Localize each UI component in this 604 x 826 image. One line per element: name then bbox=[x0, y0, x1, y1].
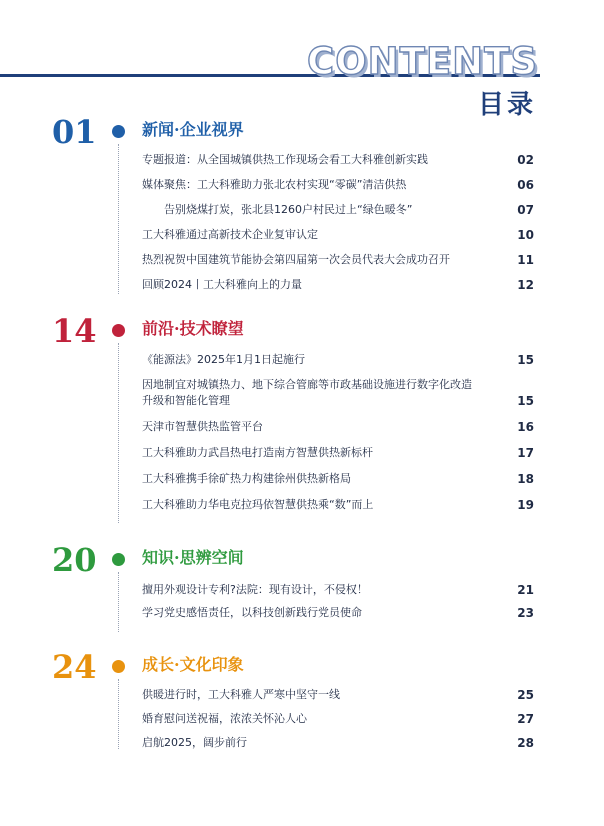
toc-item-page: 07 bbox=[517, 203, 534, 217]
toc-item-title: 工大科雅携手徐矿热力构建徐州供热新格局 bbox=[142, 472, 351, 485]
toc-item-page: 25 bbox=[517, 688, 534, 702]
toc-item[interactable] bbox=[142, 582, 534, 598]
toc-item-page: 27 bbox=[517, 712, 534, 726]
toc-item-page: 19 bbox=[517, 498, 534, 512]
toc-item[interactable] bbox=[142, 419, 534, 435]
toc-item-title: 天津市智慧供热监管平台 bbox=[142, 420, 263, 433]
toc-item-page: 21 bbox=[517, 583, 534, 597]
section-dotted-line bbox=[118, 572, 120, 632]
toc-item-page: 15 bbox=[517, 394, 534, 408]
toc-item-title: 专题报道：从全国城镇供热工作现场会看工大科雅创新实践 bbox=[142, 153, 428, 166]
toc-item[interactable] bbox=[142, 377, 534, 409]
toc-item-title: 工大科雅助力华电克拉玛依智慧供热乘“数”而上 bbox=[142, 498, 374, 511]
toc-item[interactable] bbox=[142, 497, 534, 513]
toc-item-title: 媒体聚焦：工大科雅助力张北农村实现“零碳”清洁供热 bbox=[142, 178, 407, 191]
section-dotted-line bbox=[118, 679, 120, 749]
section-dotted-line bbox=[118, 144, 120, 294]
toc-item-title: 热烈祝贺中国建筑节能协会第四届第一次会员代表大会成功召开 bbox=[142, 253, 450, 266]
mulu-heading: 目录 bbox=[477, 90, 536, 120]
toc-item-page: 11 bbox=[517, 253, 534, 267]
section-title: 前沿·技术瞭望 bbox=[142, 319, 244, 338]
section-title: 成长·文化印象 bbox=[142, 655, 244, 674]
toc-item[interactable] bbox=[142, 711, 534, 727]
toc-item-title: 回顾2024丨工大科雅向上的力量 bbox=[142, 278, 302, 291]
toc-item-page: 15 bbox=[517, 353, 534, 367]
section-number: 14 bbox=[52, 312, 97, 350]
section-number: 20 bbox=[52, 541, 97, 579]
toc-item[interactable] bbox=[142, 352, 534, 368]
toc-item-page: 23 bbox=[517, 606, 534, 620]
toc-item[interactable] bbox=[142, 152, 534, 168]
toc-item-title: 启航2025，阔步前行 bbox=[142, 736, 247, 749]
toc-item[interactable] bbox=[142, 177, 534, 193]
toc-item-page: 16 bbox=[517, 420, 534, 434]
toc-item-title: 婚育慰问送祝福，浓浓关怀沁人心 bbox=[142, 712, 307, 725]
section-dotted-line bbox=[118, 343, 120, 523]
toc-item[interactable] bbox=[142, 227, 534, 243]
toc-item-title: 擅用外观设计专利?法院：现有设计，不侵权！ bbox=[142, 583, 368, 596]
toc-item-page: 17 bbox=[517, 446, 534, 460]
toc-item[interactable] bbox=[142, 687, 534, 703]
section-title: 知识·思辨空间 bbox=[142, 548, 244, 567]
section-dot bbox=[112, 660, 125, 673]
toc-item-page: 06 bbox=[517, 178, 534, 192]
section-dot bbox=[112, 125, 125, 138]
toc-item-title: 工大科雅通过高新技术企业复审认定 bbox=[142, 228, 318, 241]
toc-item-title: 告别烧煤打炭，张北县1260户村民过上“绿色暖冬” bbox=[164, 203, 413, 216]
toc-item[interactable] bbox=[142, 252, 534, 268]
toc-item-title: 工大科雅助力武昌热电打造南方智慧供热新标杆 bbox=[142, 446, 373, 459]
toc-item-page: 02 bbox=[517, 153, 534, 167]
contents-heading: CONTENTS bbox=[307, 40, 538, 83]
toc-item-page: 12 bbox=[517, 278, 534, 292]
section-title: 新闻·企业视界 bbox=[142, 120, 244, 139]
section-number: 24 bbox=[52, 648, 97, 686]
toc-item[interactable] bbox=[142, 471, 534, 487]
toc-item[interactable] bbox=[142, 445, 534, 461]
toc-item-page: 10 bbox=[517, 228, 534, 242]
toc-item[interactable] bbox=[142, 605, 534, 621]
toc-item-title: 供暖进行时，工大科雅人严寒中坚守一线 bbox=[142, 688, 340, 701]
toc-item[interactable] bbox=[142, 735, 534, 751]
toc-item-title: 《能源法》2025年1月1日起施行 bbox=[142, 353, 305, 366]
toc-item-page: 18 bbox=[517, 472, 534, 486]
toc-item-page: 28 bbox=[517, 736, 534, 750]
toc-item[interactable] bbox=[142, 277, 534, 293]
section-dot bbox=[112, 324, 125, 337]
section-number: 01 bbox=[52, 113, 97, 151]
toc-item-title: 学习党史感悟责任，以科技创新践行党员使命 bbox=[142, 606, 362, 619]
toc-item-title: 因地制宜对城镇热力、地下综合管廊等市政基础设施进行数字化改造升级和智能化管理 bbox=[142, 378, 472, 407]
section-dot bbox=[112, 553, 125, 566]
toc-subitem[interactable] bbox=[142, 202, 534, 218]
